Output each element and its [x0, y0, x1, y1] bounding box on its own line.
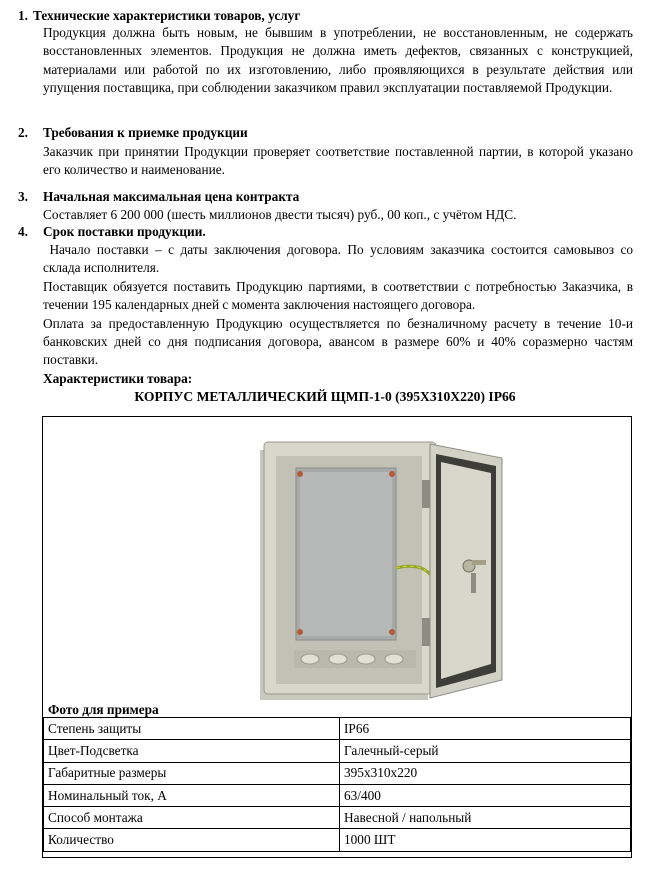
table-row [44, 740, 631, 762]
section-1-body [43, 24, 633, 98]
section-3-number: 3. [18, 189, 28, 204]
section-4-paragraph-2: Поставщик обязуется поставить Продукцию партиями, в соответствии с потребностью Заказчика, в течении 195 календарных дней с момента заключения настоящего договора. [43, 278, 633, 313]
table-row [44, 807, 631, 829]
section-3-heading: Начальная максимальная цена контракта [43, 189, 300, 204]
section-3-paragraph: Составляет 6 200 000 (шесть миллионов двести тысяч) руб., 00 коп., с учётом НДС. [43, 207, 517, 222]
spec-label: Габаритные размеры [44, 762, 340, 784]
spec-label: Номинальный ток, А [44, 784, 340, 806]
spec-value: Галечный-серый [340, 740, 631, 762]
spec-value: Навесной / напольный [340, 807, 631, 829]
spec-label: Способ монтажа [44, 807, 340, 829]
section-2-number: 2. [18, 125, 28, 140]
table-row [44, 718, 631, 740]
table-row [44, 829, 631, 851]
section-2-heading: Требования к приемке продукции [43, 125, 248, 140]
spec-value: 63/400 [340, 784, 631, 806]
spec-label: Количество [44, 829, 340, 851]
section-4-paragraph-1: Начало поставки – с даты заключения договора. По условиям заказчика состоится самовывоз со склада исполнителя. [43, 242, 637, 276]
spec-value: 395х310х220 [340, 762, 631, 784]
spec-value: 1000 ШТ [340, 829, 631, 851]
section-1-paragraph: Продукция должна быть новым, не бывшим в употреблении, не восстановленным, не содержать восстановленных элементов. Продукция не должна иметь дефектов, связанных с конструкцией, материалами или работой по их изготовлению, либо проявляющихся в результате действия или упущения поставщика, при соблюдении заказчиком правил эксплуатации поставляемой Продукции. [43, 25, 633, 96]
section-4-subheading: Характеристики товара: [43, 370, 193, 386]
section-2-paragraph: Заказчик при принятии Продукции проверяет соответствие поставленной партии, в которой указано его количество и наименование. [43, 144, 633, 178]
section-3-body [43, 206, 633, 224]
metal-enclosure-photo [44, 418, 632, 701]
photo-caption: Фото для примера [48, 702, 159, 717]
section-4-paragraph-3: Оплата за предоставленную Продукцию осуществляется по безналичному расчету в течение 10-и банковских дней со дня подписания договора, авансом в размере 60% и 40% соразмерно частям поставки. [43, 315, 633, 368]
spec-table [43, 717, 631, 852]
section-4-heading: Срок поставки продукции. [43, 224, 206, 239]
spec-value: IP66 [340, 718, 631, 740]
section-1-heading: Технические характеристики товаров, услуг [33, 8, 301, 23]
spec-label: Степень защиты [44, 718, 340, 740]
product-title: КОРПУС МЕТАЛЛИЧЕСКИЙ ЩМП-1-0 (395Х310Х220) IP66 [134, 389, 516, 404]
section-4-number: 4. [18, 224, 28, 239]
product-card [42, 416, 632, 858]
section-2-body [43, 143, 633, 180]
table-row [44, 762, 631, 784]
spec-label: Цвет-Подсветка [44, 740, 340, 762]
section-4-body [43, 241, 637, 388]
section-1-number: 1. [18, 8, 28, 23]
table-row [44, 784, 631, 806]
